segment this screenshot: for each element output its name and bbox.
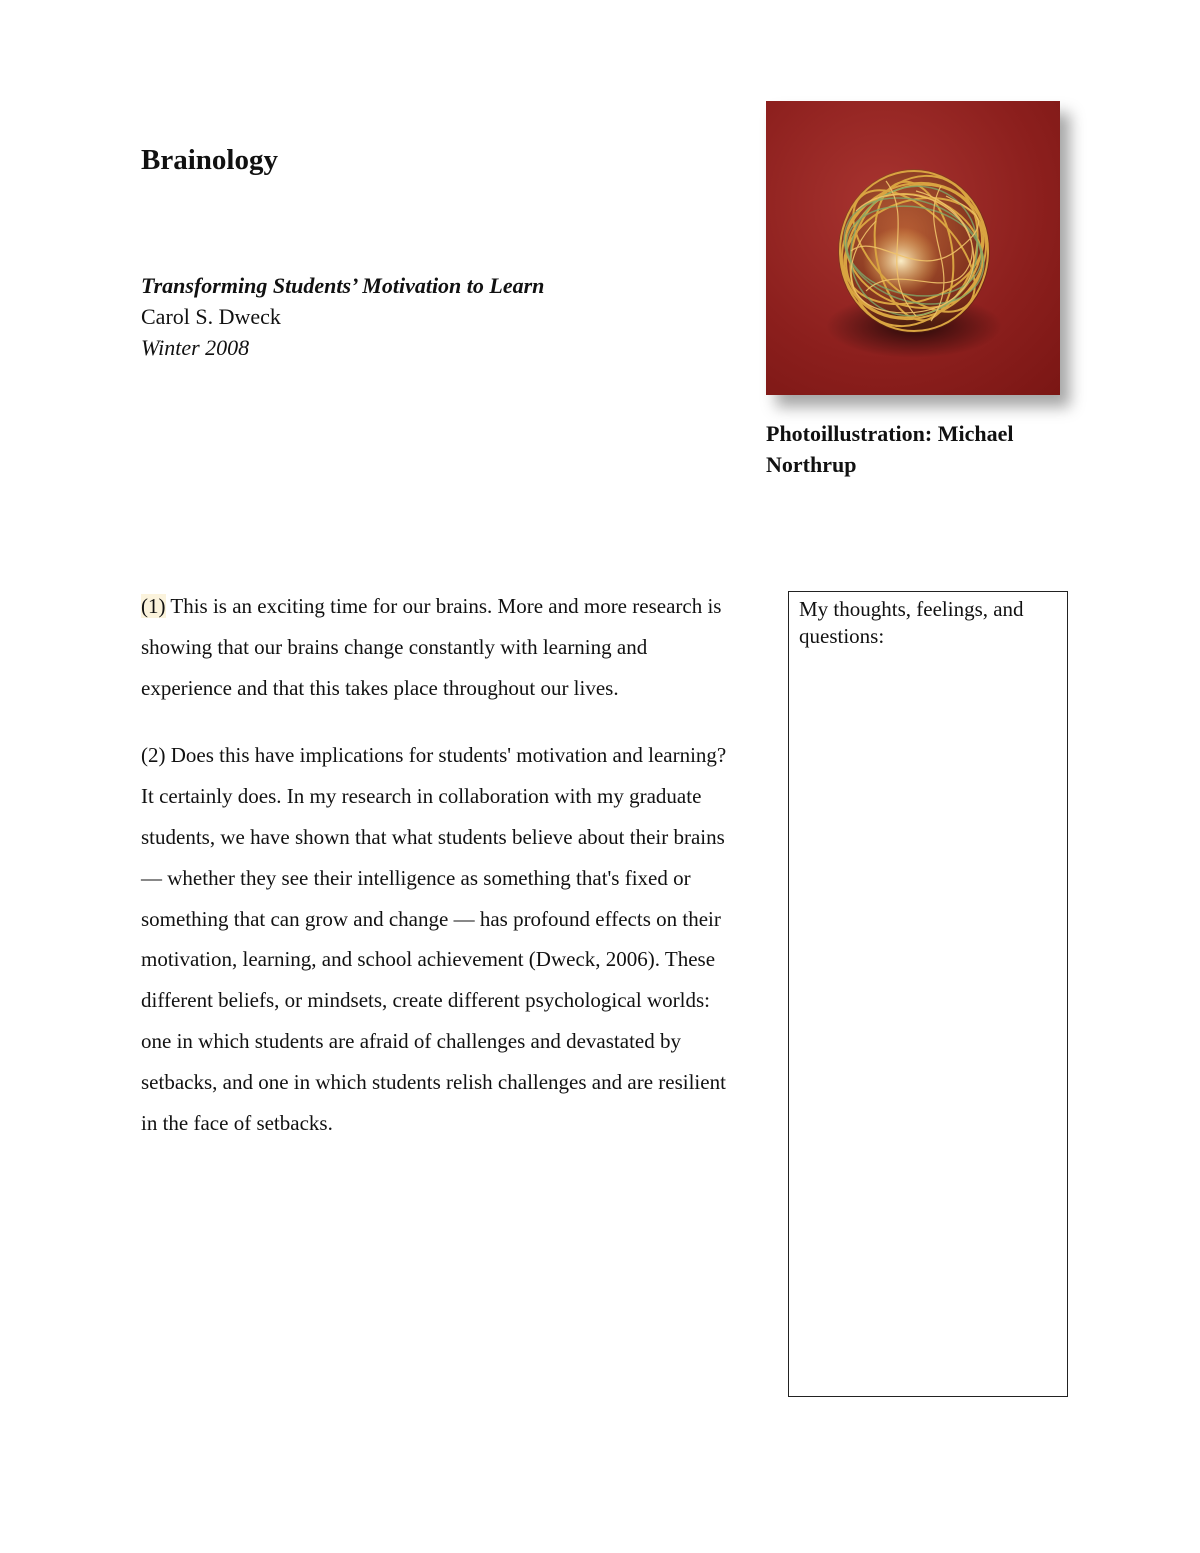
article-date: Winter 2008	[141, 335, 250, 360]
notes-box[interactable]	[788, 591, 1068, 1397]
brain-photo	[766, 101, 1060, 395]
photo-caption: Photoillustration: Michael Northrup	[766, 421, 1014, 477]
page-title: Brainology	[141, 144, 278, 176]
paragraph-2: (2) Does this have implications for students' motivation and learning? It certainly does. In my research in collaboration with my graduate students, we have shown that what students believe about their brains — whether they see their intelligence as something that's fixed or something that can grow and change — has profound effects on their motivation, learning, and school achievement (Dweck, 2006). These different beliefs, or mindsets, create different psychological worlds: one in which students are afraid of challenges and devastated by setbacks, and one in which students relish challenges and are resilient in the face of setbacks.	[141, 743, 727, 1135]
article-meta	[141, 270, 544, 363]
paragraph-1-text: This is an exciting time for our brains. More and more research is showing that our brains change constantly with learning and experience and that this takes place throughout our lives.	[141, 594, 722, 700]
article-author: Carol S. Dweck	[141, 304, 281, 329]
article-body	[141, 586, 731, 1170]
article-subtitle: Transforming Students’ Motivation to Learn	[141, 273, 545, 298]
string-ball-illustration	[766, 101, 1060, 395]
notes-label: My thoughts, feelings, and questions:	[799, 597, 1024, 648]
paragraph-1-number: (1)	[141, 594, 166, 618]
paragraph-1	[141, 586, 731, 708]
